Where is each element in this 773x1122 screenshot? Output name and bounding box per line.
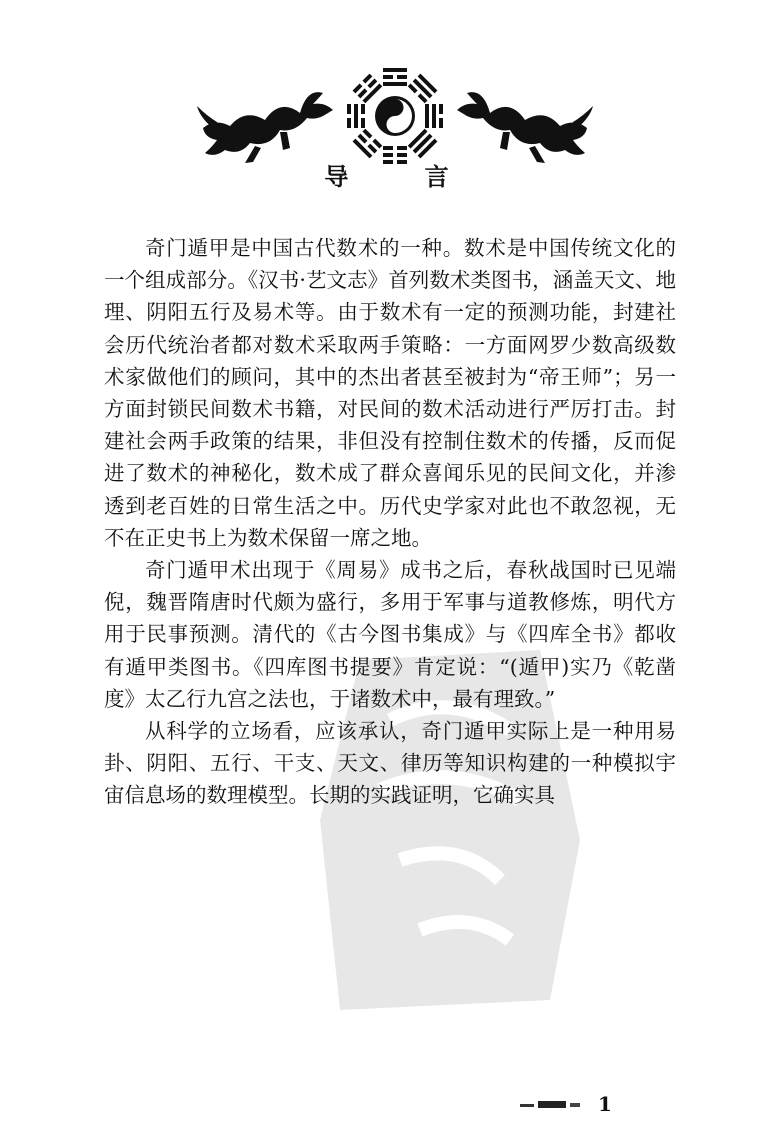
- main-text: [104, 232, 676, 812]
- paragraph-1: 奇门遁甲是中国古代数术的一种。数术是中国传统文化的一个组成部分。《汉书·艺文志》首列数术类图书，涵盖天文、地理、阴阳五行及易术等。由于数术有一定的预测功能，封建社会历代统治者都对数术采取两手策略：一方面网罗少数高级数术家做他们的顾问，其中的杰出者甚至被封为“帝王师”；另一方面封锁民间数术书籍，对民间的数术活动进行严厉打击。封建社会两手政策的结果，非但没有控制住数术的传播，反而促进了数术的神秘化，数术成了群众喜闻乐见的民间文化，并渗透到老百姓的日常生活之中。历代史学家对此也不敢忽视，无不在正史书上为数术保留一席之地。: [104, 236, 676, 550]
- bagua-yin-yang-icon: [347, 68, 443, 164]
- paragraph-3: 从科学的立场看，应该承认，奇门遁甲实际上是一种用易卦、阴阳、五行、干支、天文、律历等知识构建的一种模拟宇宙信息场的数理模型。长期的实践证明，它确实具: [104, 719, 676, 808]
- right-dragon-icon: [457, 92, 593, 163]
- paragraph-2: 奇门遁甲术出现于《周易》成书之后，春秋战国时已见端倪，魏晋隋唐时代颇为盛行，多用于军事与道教修炼，明代方用于民事预测。清代的《古今图书集成》与《四库全书》都收有遁甲类图书。《四库图书提要》肯定说：“(遁甲)实乃《乾凿度》太乙行九宫之法也，于诸数术中，最有理致。”: [104, 558, 676, 711]
- page-number: 1: [598, 1092, 612, 1116]
- page-title: 导 言: [324, 162, 483, 191]
- left-dragon-icon: [197, 92, 333, 163]
- scan-artifact: [520, 1098, 590, 1112]
